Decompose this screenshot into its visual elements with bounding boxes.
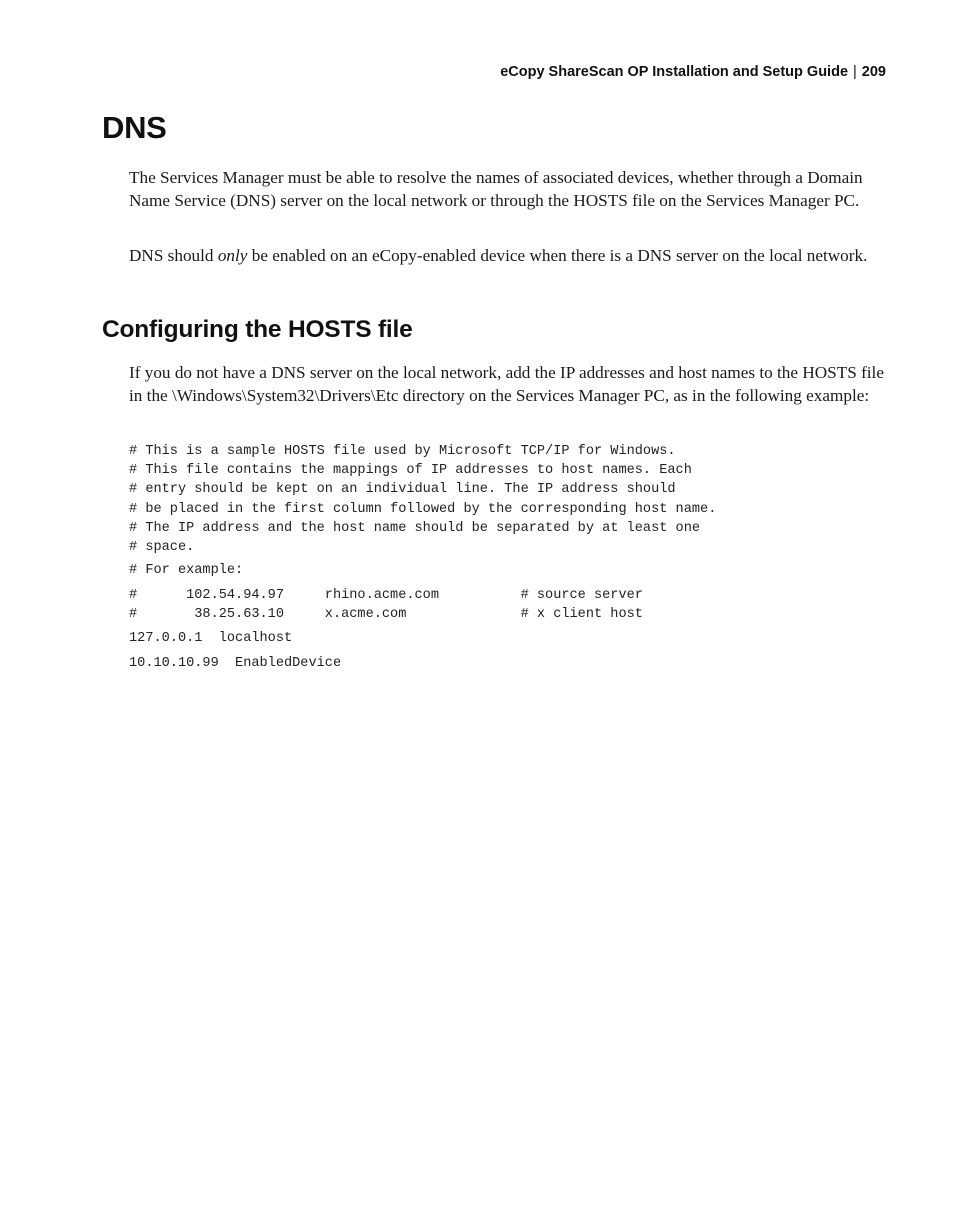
page-number: 209: [861, 64, 886, 80]
hosts-code-examples: # 102.54.94.97 rhino.acme.com # source server # 38.25.63.10 x.acme.com # x client host: [129, 588, 643, 623]
dns-paragraph-2: [129, 245, 889, 268]
guide-title: eCopy ShareScan OP Installation and Setup Guide: [500, 64, 849, 80]
dns-heading: DNS: [102, 110, 167, 145]
hosts-code-localhost: 127.0.0.1 localhost: [129, 631, 293, 646]
hosts-code-comments: # This is a sample HOSTS file used by Microsoft TCP/IP for Windows. # This file contains the mappings of IP addresses to host names. Each # entry should be kept on an individual line. The IP address should # be placed in the first column followed by the corresponding host name. # The IP address and the host name should be separated by at least one # space.: [129, 444, 717, 556]
hosts-heading: Configuring the HOSTS file: [102, 316, 413, 343]
hosts-code-device: 10.10.10.99 EnabledDevice: [129, 656, 342, 671]
running-header: [500, 64, 886, 80]
hosts-paragraph: If you do not have a DNS server on the local network, add the IP addresses and host names to the HOSTS file in the \Windows\System32\Drivers\Etc directory on the Services Manager PC, as in the following example:: [129, 363, 884, 405]
dns-paragraph-2-end: be enabled on an eCopy-enabled device when there is a DNS server on the local network.: [247, 246, 868, 265]
hosts-code-for-example: # For example:: [129, 563, 244, 578]
header-separator: |: [853, 64, 857, 80]
dns-paragraph-1: The Services Manager must be able to resolve the names of associated devices, whether through a Domain Name Service (DNS) server on the local network or through the HOSTS file on the Services Manager PC.: [129, 168, 863, 210]
dns-paragraph-2-start: DNS should: [129, 246, 218, 265]
dns-paragraph-2-emphasis: only: [217, 246, 248, 265]
